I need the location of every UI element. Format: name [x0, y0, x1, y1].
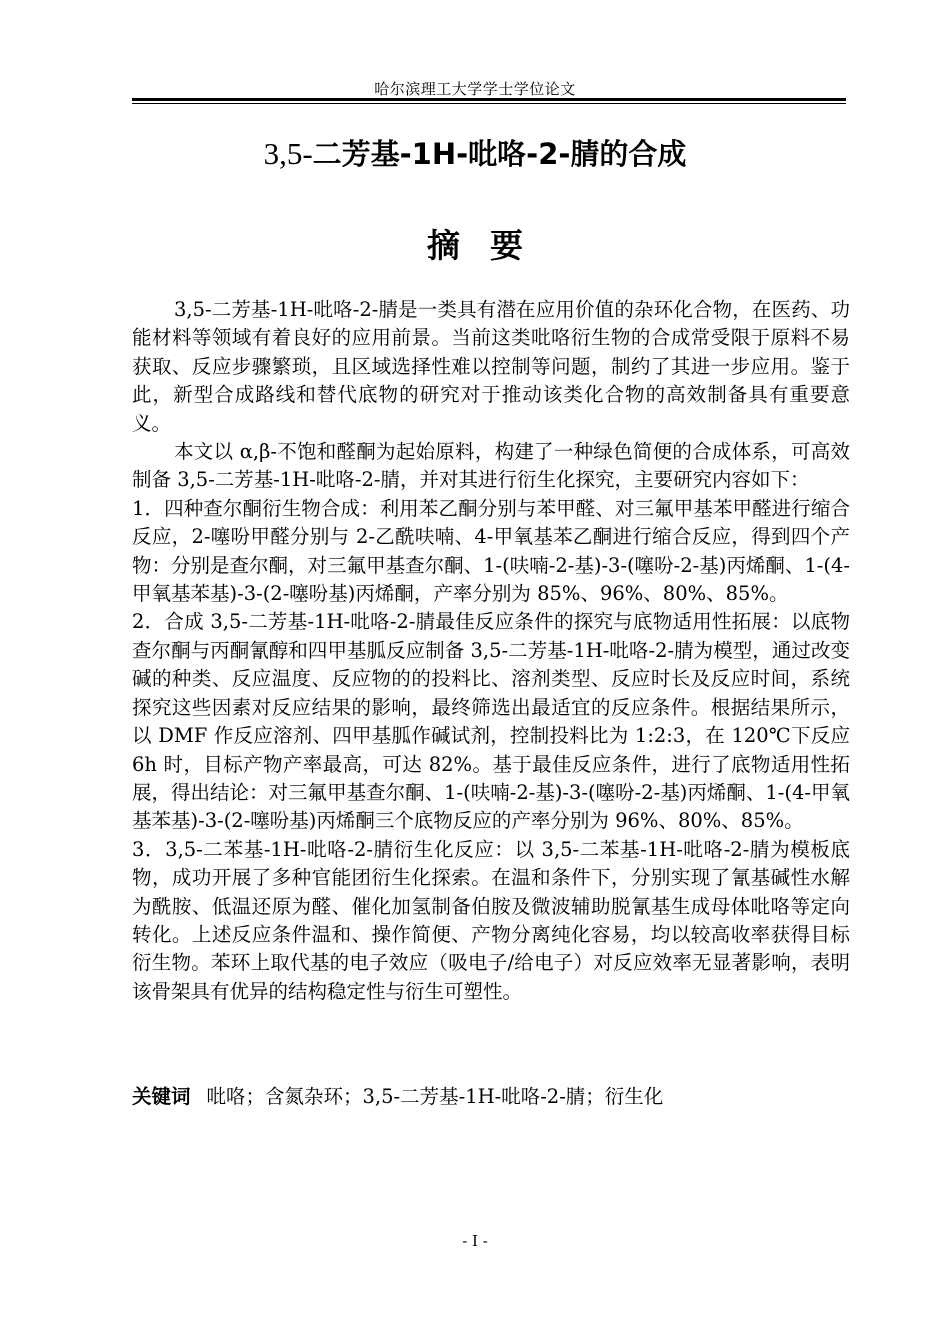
running-header: 哈尔滨理工大学学士学位论文: [374, 80, 576, 98]
header-rule-thin: [132, 103, 846, 104]
abstract-item-3: 3．3,5-二苯基-1H-吡咯-2-腈衍生化反应：以 3,5-二苯基-1H-吡咯-2-腈为模板底物，成功开展了多种官能团衍生化探索。在温和条件下，分别实现了氰基碱性水解为酰胺、低温还原为醛、催化加氢制备伯胺及微波辅助脱氰基生成母体吡咯等定向转化。上述反应条件温和、操作简便、产物分离纯化容易，均以较高收率获得目标衍生物。苯环上取代基的电子效应（吸电子/给电子）对反应效率无显著影响，表明该骨架具有优异的结构稳定性与衍生可塑性。: [132, 837, 850, 1003]
thesis-title: [0, 132, 950, 173]
keywords-text: 吡咯；含氮杂环；3,5-二芳基-1H-吡咯-2-腈；衍生化: [206, 1085, 664, 1108]
abstract-heading: 摘要: [427, 226, 553, 265]
abstract-body: [132, 296, 850, 1006]
abstract-item-1: 1．四种查尔酮衍生物合成：利用苯乙酮分别与苯甲醛、对三氟甲基苯甲醛进行缩合反应，2-噻吩甲醛分别与 2-乙酰呋喃、4-甲氧基苯乙酮进行缩合反应，得到四个产物：分别是查尔酮，对三氟甲基查尔酮、1-(呋喃-2-基)-3-(噻吩-2-基)丙烯酮、1-(4-甲氧基苯基)-3-(2-噻吩基)丙烯酮，产率分别为 85%、96%、80%、85%。: [132, 496, 850, 606]
abstract-paragraph-2: 本文以 α,β-不饱和醛酮为起始原料，构建了一种绿色简便的合成体系，可高效制备 3,5-二芳基-1H-吡咯-2-腈，并对其进行衍生化探究，主要研究内容如下：: [132, 440, 850, 492]
page-number: - I -: [462, 1232, 488, 1250]
abstract-paragraph-1: 3,5-二芳基-1H-吡咯-2-腈是一类具有潜在应用价值的杂环化合物，在医药、功能材料等领域有着良好的应用前景。当前这类吡咯衍生物的合成常受限于原料不易获取、反应步骤繁琐，且区域选择性难以控制等问题，制约了其进一步应用。鉴于此，新型合成路线和替代底物的研究对于推动该类化合物的高效制备具有重要意义。: [132, 298, 850, 435]
abstract-item-2: 2．合成 3,5-二芳基-1H-吡咯-2-腈最佳反应条件的探究与底物适用性拓展：以底物查尔酮与丙酮氰醇和四甲基胍反应制备 3,5-二芳基-1H-吡咯-2-腈为模型，通过改变碱的种类、反应温度、反应物的的投料比、溶剂类型、反应时长及反应时间，系统探究这些因素对反应结果的影响，最终筛选出最适宜的反应条件。根据结果所示，以 DMF 作反应溶剂、四甲基胍作碱试剂，控制投料比为 1:2:3，在 120℃下反应 6h 时，目标产物产率最高，可达 82%。基于最佳反应条件，进行了底物适用性拓展，得出结论：对三氟甲基查尔酮、1-(呋喃-2-基)-3-(噻吩-2-基)丙烯酮、1-(4-甲氧基苯基)-3-(2-噻吩基)丙烯酮三个底物反应的产率分别为 96%、80%、85%。: [132, 610, 850, 833]
header-rule-thick: [132, 98, 846, 101]
keywords-line: [132, 1083, 663, 1111]
keywords-label: 关键词: [132, 1085, 191, 1108]
title-chinese: 二芳基-1H-吡咯-2-腈的合成: [312, 137, 687, 171]
title-latin-prefix: 3,5-: [263, 136, 313, 171]
